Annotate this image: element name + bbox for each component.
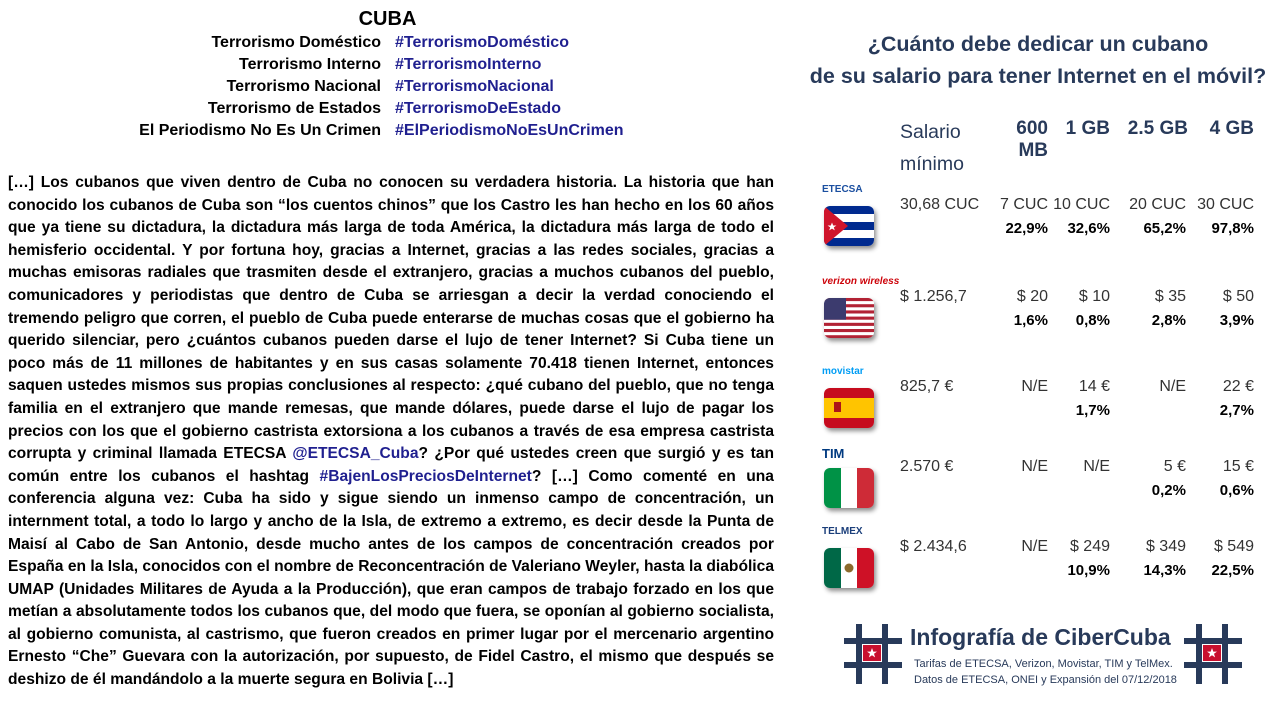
pct-2-5gb: 14,3% <box>1143 562 1186 579</box>
inline-hashtag-link[interactable]: #BajenLosPreciosDeInternet <box>319 467 532 485</box>
tag-list <box>10 32 780 142</box>
header-salario-line: Salario <box>900 121 961 143</box>
price-4gb: 22 € <box>1222 378 1254 395</box>
body-text: ? ¿Por qué ustedes creen que surgió y es tan común entre los cubanos el hashtag <box>8 445 774 485</box>
title-line: ¿Cuánto debe dedicar un cubano <box>867 32 1209 56</box>
pct-1gb: 1,7% <box>1075 402 1110 419</box>
tag-hashtag[interactable]: #TerrorismoInterno <box>395 56 542 73</box>
header-600mb: 600 MB <box>1016 118 1048 161</box>
price-600mb: 7 CUC <box>999 196 1048 213</box>
price-2-5gb: N/E <box>1159 378 1186 395</box>
brand-label: TIM <box>822 446 845 461</box>
tag-hashtag[interactable]: #TerrorismoDeEstado <box>395 100 561 117</box>
salary-value: 825,7 € <box>900 378 954 395</box>
price-2-5gb: 5 € <box>1163 458 1186 475</box>
header-4gb: 4 GB <box>1209 118 1254 139</box>
salary-value: $ 1.256,7 <box>900 288 967 305</box>
table-row <box>808 366 1268 450</box>
etecsa-mention-link[interactable]: @ETECSA_Cuba <box>292 445 419 463</box>
pct-2-5gb: 0,2% <box>1151 482 1186 499</box>
footer-subtitle: Datos de ETECSA, ONEI y Expansión del 07/12/2018 <box>914 674 1177 686</box>
header-salario-line: mínimo <box>900 153 964 175</box>
price-4gb: 15 € <box>1222 458 1254 475</box>
article-title: CUBA <box>358 8 417 30</box>
tag-row <box>10 76 780 98</box>
salary-value: 2.570 € <box>900 458 954 475</box>
brand-label: verizon wireless <box>822 276 900 287</box>
tag-row <box>10 98 780 120</box>
footer-title: Infografía de CiberCuba <box>910 624 1171 650</box>
price-2-5gb: $ 349 <box>1145 538 1186 555</box>
price-4gb: $ 50 <box>1222 288 1254 305</box>
price-2-5gb: 20 CUC <box>1129 196 1186 213</box>
price-1gb: 14 € <box>1078 378 1110 395</box>
tag-label: Terrorismo Nacional <box>226 78 381 95</box>
tag-label: El Periodismo No Es Un Crimen <box>139 122 381 139</box>
body-text: ? […] Como comenté en una conferencia alguna vez: Cuba ha sido y sigue siendo un inmenso campo de concentración, un internment total, a todo lo largo y ancho de la Isla, de extremo a extremo, es decir desde la Punta de Maisí al Cabo de San Antonio, desde mucho antes de los campos de concentración creados por España en la Isla, conocidos con el nombre de Reconcentración de Valeriano Weyler, hasta la diabólica UMAP (Unidades Militares de Ayuda a la Producción), que eran campos de trabajo forzado en los que metían a absolutamente todos los cubanos que, del modo que fuera, se oponían al gobierno socialista, al gobierno comunista, al castrismo, que fueron creados en primer lugar por el mercenario argentino Ernesto “Che” Guevara con la autorización, por supuesto, de Fidel Castro, el mismo que después se deshizo de él mandándolo a la muerte segura en Bolivia […] <box>8 467 774 689</box>
pct-4gb: 22,5% <box>1211 562 1254 579</box>
tag-row <box>10 120 780 142</box>
pct-4gb: 3,9% <box>1219 312 1254 329</box>
table-row <box>808 184 1268 268</box>
tag-hashtag[interactable]: #ElPeriodismoNoEsUnCrimen <box>395 122 624 139</box>
price-1gb: 10 CUC <box>1053 196 1110 213</box>
price-600mb: N/E <box>1021 458 1048 475</box>
pct-1gb: 0,8% <box>1075 312 1110 329</box>
header-salario <box>900 116 964 180</box>
pct-2-5gb: 2,8% <box>1151 312 1186 329</box>
salary-value: $ 2.434,6 <box>900 538 967 555</box>
usa-flag-icon <box>824 298 874 338</box>
italy-flag-icon <box>824 468 874 508</box>
salary-value: 30,68 CUC <box>900 196 980 213</box>
price-600mb: N/E <box>1021 378 1048 395</box>
spain-flag-icon <box>824 388 874 428</box>
infographic <box>808 18 1280 720</box>
price-1gb: $ 10 <box>1078 288 1110 305</box>
price-600mb: $ 20 <box>1016 288 1048 305</box>
pct-600mb: 1,6% <box>1013 312 1048 329</box>
price-4gb: 30 CUC <box>1197 196 1254 213</box>
tag-label: Terrorismo Doméstico <box>211 34 381 51</box>
pct-4gb: 97,8% <box>1211 220 1254 237</box>
footer-subtitle: Tarifas de ETECSA, Verizon, Movistar, TIM y TelMex. <box>914 658 1173 670</box>
pct-2-5gb: 65,2% <box>1143 220 1186 237</box>
price-4gb: $ 549 <box>1213 538 1254 555</box>
header-1gb: 1 GB <box>1065 118 1110 139</box>
price-2-5gb: $ 35 <box>1154 288 1186 305</box>
cuba-flag-icon <box>824 206 874 246</box>
pct-600mb: 22,9% <box>1005 220 1048 237</box>
brand-label: movistar <box>822 366 864 377</box>
cibercuba-hash-logo-icon <box>1182 622 1244 686</box>
tag-hashtag[interactable]: #TerrorismoNacional <box>395 78 554 95</box>
price-1gb: N/E <box>1083 458 1110 475</box>
table-row <box>808 526 1268 610</box>
price-600mb: N/E <box>1021 538 1048 555</box>
tag-label: Terrorismo de Estados <box>207 100 381 117</box>
table-row <box>808 446 1268 530</box>
infographic-footer <box>808 622 1280 702</box>
infographic-title <box>808 28 1268 92</box>
article-body <box>8 172 774 692</box>
mexico-flag-icon <box>824 548 874 588</box>
tag-row <box>10 54 780 76</box>
pct-1gb: 10,9% <box>1067 562 1110 579</box>
pct-4gb: 0,6% <box>1219 482 1254 499</box>
brand-label: TELMEX <box>822 526 863 537</box>
brand-label: ETECSA <box>822 184 863 195</box>
tag-hashtag[interactable]: #TerrorismoDoméstico <box>395 34 569 51</box>
article <box>10 6 780 142</box>
table-row <box>808 276 1268 360</box>
body-text: […] Los cubanos que viven dentro de Cuba no conocen su verdadera historia. La historia que han conocido los cubanos de Cuba son “los cuentos chinos” que los Castro les han hecho en los 60 años que ya tiene su dictadura, la dictadura más larga de toda América, la dictadura más larga de todo el hemisferio occidental. Y por fortuna hoy, gracias a Internet, gracias a las redes sociales, gracias a muchas emisoras radiales que trasmiten desde el extranjero, gracias a muchos cubanos del pueblo, comunicadores y periodistas que dentro de Cuba se arriesgan a decir la verdad conociendo el tremendo peligro que corren, el pueblo de Cuba puede enterarse de muchas cosas que el gobierno ha querido silenciar, pero ¿cuántos cubanos pueden darse el lujo de tener Internet? Si Cuba tiene un poco más de 11 millones de habitantes y en sus casas solamente 70.418 tienen Internet, entonces saquen ustedes mismos sus propias conclusiones al respecto: ¿qué cubano del pueblo, que no tenga familia en el extranjero que mande remesas, que mande dólares, puede darse el lujo de pagar los precios con los que el gobierno castrista extorsiona a los cubanos a través de esa empresa castrista corrupta y criminal llamada ETECSA <box>8 174 774 463</box>
tag-label: Terrorismo Interno <box>239 56 381 73</box>
cibercuba-hash-logo-icon <box>842 622 904 686</box>
pct-4gb: 2,7% <box>1219 402 1254 419</box>
price-1gb: $ 249 <box>1069 538 1110 555</box>
tag-row <box>10 32 780 54</box>
header-2-5gb: 2.5 GB <box>1127 118 1188 139</box>
title-line: de su salario para tener Internet en el móvil? <box>809 64 1267 88</box>
pct-1gb: 32,6% <box>1067 220 1110 237</box>
